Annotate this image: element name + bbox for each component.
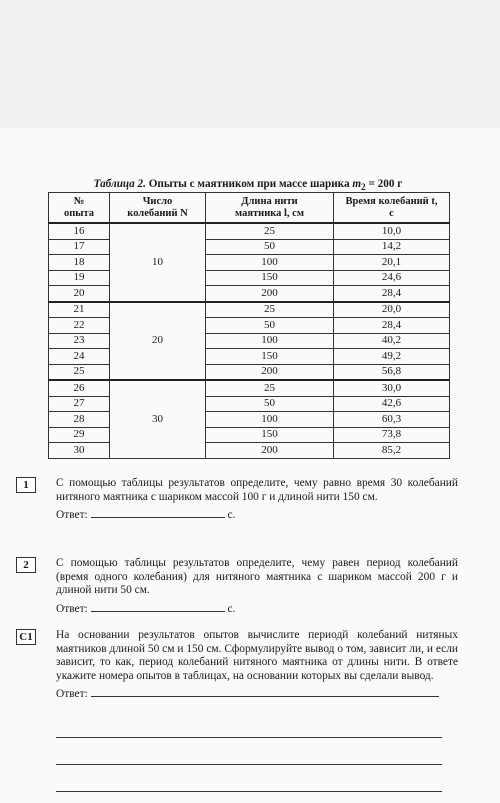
table-cell: 25 (206, 380, 334, 396)
table-cell: 18 (49, 255, 110, 271)
table-row (49, 239, 450, 255)
question-text: На основании результатов опытов вычислите периодй колебаний нитяных маятников длиной 50 см и 150 см. Сформулируйте вывод о том, зависит ли, и если зависит, то как, период колебаний нитяного маятника от длины нити. В ответе укажите номера опытов в таблицах, на основании которых вы сделали вывод. Ответ: (56, 629, 458, 701)
table-cell: 200 (206, 286, 334, 302)
question-number-badge: 1 (16, 477, 36, 493)
table-cell: 21 (49, 302, 110, 318)
header-count: Число колебаний N (110, 193, 206, 224)
table-cell: 30 (49, 443, 110, 459)
count-cell: 20 (110, 302, 206, 381)
question-text: С помощью таблицы результатов определите, чему равен период колебаний (время одного колебания) для нитяного маятника с шариком массой 200 г и длиной нити 50 см. Ответ: с. (56, 557, 458, 615)
table-row (49, 380, 450, 396)
count-cell: 30 (110, 380, 206, 458)
header-row (49, 193, 450, 224)
table-cell: 200 (206, 364, 334, 380)
table-row (49, 255, 450, 271)
caption-tail: = 200 г (365, 178, 403, 190)
header-num: № опыта (49, 193, 110, 224)
table-cell: 28,4 (334, 286, 450, 302)
table-cell: 40,2 (334, 333, 450, 349)
table-row (49, 412, 450, 428)
table-cell: 20 (49, 286, 110, 302)
answer-line: Ответ: (56, 686, 458, 702)
table-cell: 29 (49, 427, 110, 443)
answer-blank[interactable] (91, 601, 225, 612)
table-cell: 73,8 (334, 427, 450, 443)
table-cell: 150 (206, 349, 334, 365)
table-row (49, 270, 450, 286)
table-cell: 19 (49, 270, 110, 286)
table-cell: 17 (49, 239, 110, 255)
table-cell: 20,0 (334, 302, 450, 318)
table-cell: 100 (206, 412, 334, 428)
table-cell: 25 (49, 364, 110, 380)
question-number-badge: 2 (16, 557, 36, 573)
answer-line: Ответ: с. (56, 602, 236, 615)
table-row (49, 302, 450, 318)
table-cell: 28,4 (334, 318, 450, 334)
pendulum-table (48, 192, 450, 459)
table-cell: 50 (206, 396, 334, 412)
caption-var: m (352, 178, 362, 190)
table-row (49, 364, 450, 380)
table-row (49, 443, 450, 459)
table-cell: 100 (206, 333, 334, 349)
table-cell: 23 (49, 333, 110, 349)
table-cell: 22 (49, 318, 110, 334)
table-caption (48, 178, 448, 193)
table-cell: 200 (206, 443, 334, 459)
caption-sub: 2 (361, 183, 366, 194)
top-gray-band (0, 0, 500, 128)
table-cell: 30,0 (334, 380, 450, 396)
answer-rule-line[interactable] (56, 764, 442, 765)
table-row (49, 223, 450, 239)
table-cell: 25 (206, 223, 334, 239)
table-cell: 49,2 (334, 349, 450, 365)
table-cell: 14,2 (334, 239, 450, 255)
header-time: Время колебаний t, с (334, 193, 450, 224)
table-cell: 27 (49, 396, 110, 412)
table-cell: 56,8 (334, 364, 450, 380)
table-cell: 16 (49, 223, 110, 239)
table-cell: 28 (49, 412, 110, 428)
table-row (49, 396, 450, 412)
caption-main: Опыты с маятником при массе шарика (148, 178, 353, 190)
table-cell: 24,6 (334, 270, 450, 286)
answer-rule-line[interactable] (56, 737, 442, 738)
table-cell: 20,1 (334, 255, 450, 271)
table-cell: 50 (206, 239, 334, 255)
table-cell: 26 (49, 380, 110, 396)
table-cell: 24 (49, 349, 110, 365)
table-cell: 100 (206, 255, 334, 271)
question-text: С помощью таблицы результатов определите, чему равно время 30 колебаний нитяного маятника с шариком массой 100 г и длиной нити 150 см. Ответ: с. (56, 477, 458, 522)
table-row (49, 286, 450, 302)
answer-blank[interactable] (91, 507, 225, 518)
table-cell: 10,0 (334, 223, 450, 239)
caption-prefix: Таблица 2. (93, 178, 146, 190)
table-row (49, 349, 450, 365)
table-cell: 150 (206, 427, 334, 443)
header-length: Длина нити маятника l, см (206, 193, 334, 224)
question-number-badge: С1 (16, 629, 36, 645)
answer-blank[interactable] (91, 686, 439, 697)
table-cell: 42,6 (334, 396, 450, 412)
table-cell: 150 (206, 270, 334, 286)
table-cell: 85,2 (334, 443, 450, 459)
table-row (49, 318, 450, 334)
table-cell: 60,3 (334, 412, 450, 428)
table-row (49, 427, 450, 443)
answer-rule-line[interactable] (56, 791, 442, 792)
table-row (49, 333, 450, 349)
table-cell: 25 (206, 302, 334, 318)
table-cell: 50 (206, 318, 334, 334)
count-cell: 10 (110, 223, 206, 302)
answer-line: Ответ: с. (56, 509, 236, 522)
